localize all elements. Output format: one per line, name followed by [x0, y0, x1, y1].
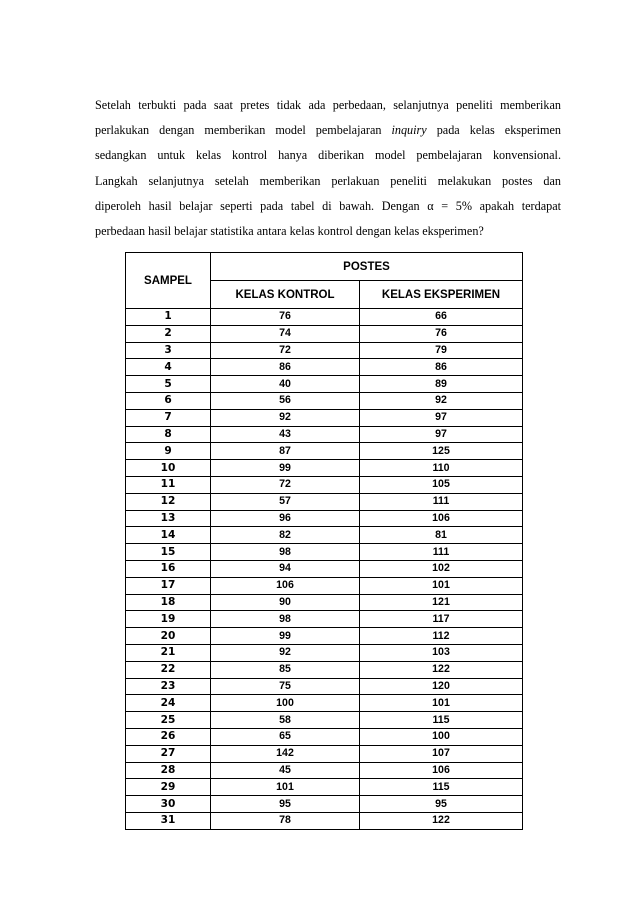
cell-eksperimen: 95: [360, 796, 523, 813]
cell-eksperimen: 110: [360, 460, 523, 477]
cell-kontrol: 101: [211, 779, 360, 796]
cell-kontrol: 72: [211, 342, 360, 359]
cell-eksperimen: 105: [360, 476, 523, 493]
table-body: [126, 309, 523, 830]
cell-eksperimen: 86: [360, 359, 523, 376]
table-row: [126, 443, 523, 460]
table-row: [126, 661, 523, 678]
paragraph-emphasis: inquiry: [391, 123, 427, 138]
header-postes: POSTES: [211, 253, 523, 281]
cell-kontrol: 40: [211, 376, 360, 393]
paragraph-text: pada kelas eksperimen: [426, 123, 561, 138]
cell-eksperimen: 76: [360, 325, 523, 342]
cell-kontrol: 45: [211, 762, 360, 779]
table-row: [126, 728, 523, 745]
cell-sampel: 20: [126, 628, 211, 645]
table-row: [126, 628, 523, 645]
cell-eksperimen: 112: [360, 628, 523, 645]
paragraph-line: sedangkan untuk kelas kontrol hanya diberikan model pembelajaran konvensional.: [95, 148, 561, 163]
cell-eksperimen: 111: [360, 493, 523, 510]
cell-sampel: 17: [126, 577, 211, 594]
cell-eksperimen: 79: [360, 342, 523, 359]
cell-kontrol: 43: [211, 426, 360, 443]
table-row: [126, 342, 523, 359]
table-row: [126, 611, 523, 628]
cell-eksperimen: 100: [360, 728, 523, 745]
cell-eksperimen: 106: [360, 762, 523, 779]
paragraph-line: Setelah terbukti pada saat pretes tidak ada perbedaan, selanjutnya peneliti memberikan: [95, 98, 561, 112]
cell-kontrol: 57: [211, 493, 360, 510]
cell-eksperimen: 103: [360, 644, 523, 661]
cell-kontrol: 92: [211, 644, 360, 661]
cell-sampel: 9: [126, 443, 211, 460]
cell-eksperimen: 101: [360, 695, 523, 712]
cell-kontrol: 72: [211, 476, 360, 493]
cell-sampel: 29: [126, 779, 211, 796]
cell-kontrol: 99: [211, 460, 360, 477]
paragraph-line: Langkah selanjutnya setelah memberikan perlakuan peneliti melakukan postes dan: [95, 173, 561, 188]
cell-kontrol: 98: [211, 611, 360, 628]
cell-kontrol: 74: [211, 325, 360, 342]
cell-eksperimen: 101: [360, 577, 523, 594]
cell-sampel: 6: [126, 392, 211, 409]
header-kelas-kontrol: KELAS KONTROL: [211, 281, 360, 309]
table-row: [126, 476, 523, 493]
cell-sampel: 5: [126, 376, 211, 393]
cell-sampel: 28: [126, 762, 211, 779]
paragraph-text: perlakukan dengan memberikan model pembelajaran: [95, 123, 392, 138]
cell-eksperimen: 97: [360, 426, 523, 443]
table-row: [126, 460, 523, 477]
cell-sampel: 30: [126, 796, 211, 813]
cell-sampel: 21: [126, 644, 211, 661]
paragraph-line: perbedaan hasil belajar statistika antara kelas kontrol dengan kelas eksperimen?: [95, 224, 484, 239]
cell-eksperimen: 115: [360, 779, 523, 796]
body-paragraph: [95, 93, 561, 244]
cell-sampel: 27: [126, 745, 211, 762]
table-row: [126, 678, 523, 695]
cell-sampel: 31: [126, 812, 211, 829]
cell-sampel: 22: [126, 661, 211, 678]
cell-sampel: 11: [126, 476, 211, 493]
cell-eksperimen: 122: [360, 661, 523, 678]
cell-kontrol: 76: [211, 309, 360, 326]
cell-sampel: 15: [126, 544, 211, 561]
table-row: [126, 544, 523, 561]
cell-sampel: 19: [126, 611, 211, 628]
table-row: [126, 594, 523, 611]
cell-sampel: 8: [126, 426, 211, 443]
cell-kontrol: 106: [211, 577, 360, 594]
cell-kontrol: 100: [211, 695, 360, 712]
cell-sampel: 23: [126, 678, 211, 695]
table-row: [126, 796, 523, 813]
table-row: [126, 359, 523, 376]
cell-eksperimen: 81: [360, 527, 523, 544]
cell-sampel: 7: [126, 409, 211, 426]
cell-eksperimen: 117: [360, 611, 523, 628]
table-row: [126, 325, 523, 342]
table-row: [126, 510, 523, 527]
table-row: [126, 527, 523, 544]
cell-eksperimen: 121: [360, 594, 523, 611]
table-row: [126, 309, 523, 326]
postes-table: [125, 252, 523, 830]
cell-eksperimen: 122: [360, 812, 523, 829]
cell-eksperimen: 106: [360, 510, 523, 527]
table-header: [126, 253, 523, 309]
header-sampel: SAMPEL: [126, 253, 211, 309]
cell-kontrol: 98: [211, 544, 360, 561]
cell-kontrol: 90: [211, 594, 360, 611]
table-row: [126, 779, 523, 796]
cell-eksperimen: 92: [360, 392, 523, 409]
cell-eksperimen: 66: [360, 309, 523, 326]
cell-sampel: 18: [126, 594, 211, 611]
table-row: [126, 426, 523, 443]
cell-eksperimen: 102: [360, 560, 523, 577]
cell-eksperimen: 107: [360, 745, 523, 762]
cell-sampel: 1: [126, 309, 211, 326]
table-row: [126, 745, 523, 762]
cell-sampel: 13: [126, 510, 211, 527]
table-row: [126, 762, 523, 779]
cell-kontrol: 94: [211, 560, 360, 577]
cell-eksperimen: 115: [360, 712, 523, 729]
paragraph-line: diperoleh hasil belajar seperti pada tabel di bawah. Dengan α = 5% apakah terdapat: [95, 198, 561, 213]
cell-kontrol: 86: [211, 359, 360, 376]
header-kelas-eksperimen: KELAS EKSPERIMEN: [360, 281, 523, 309]
cell-kontrol: 96: [211, 510, 360, 527]
cell-sampel: 2: [126, 325, 211, 342]
cell-kontrol: 78: [211, 812, 360, 829]
cell-kontrol: 142: [211, 745, 360, 762]
cell-sampel: 24: [126, 695, 211, 712]
cell-kontrol: 99: [211, 628, 360, 645]
paragraph-line: [95, 118, 561, 143]
table-row: [126, 560, 523, 577]
table-row: [126, 644, 523, 661]
cell-sampel: 16: [126, 560, 211, 577]
table-row: [126, 812, 523, 829]
cell-kontrol: 85: [211, 661, 360, 678]
table-row: [126, 493, 523, 510]
cell-sampel: 25: [126, 712, 211, 729]
cell-eksperimen: 89: [360, 376, 523, 393]
cell-kontrol: 56: [211, 392, 360, 409]
cell-sampel: 3: [126, 342, 211, 359]
cell-sampel: 26: [126, 728, 211, 745]
table-row: [126, 695, 523, 712]
cell-kontrol: 65: [211, 728, 360, 745]
table-row: [126, 712, 523, 729]
table-row: [126, 409, 523, 426]
cell-sampel: 4: [126, 359, 211, 376]
cell-kontrol: 82: [211, 527, 360, 544]
table-row: [126, 392, 523, 409]
cell-eksperimen: 125: [360, 443, 523, 460]
table-row: [126, 376, 523, 393]
cell-sampel: 10: [126, 460, 211, 477]
cell-kontrol: 87: [211, 443, 360, 460]
cell-sampel: 14: [126, 527, 211, 544]
cell-kontrol: 58: [211, 712, 360, 729]
table-row: [126, 577, 523, 594]
cell-eksperimen: 120: [360, 678, 523, 695]
cell-eksperimen: 97: [360, 409, 523, 426]
cell-kontrol: 75: [211, 678, 360, 695]
cell-eksperimen: 111: [360, 544, 523, 561]
cell-kontrol: 95: [211, 796, 360, 813]
cell-sampel: 12: [126, 493, 211, 510]
cell-kontrol: 92: [211, 409, 360, 426]
